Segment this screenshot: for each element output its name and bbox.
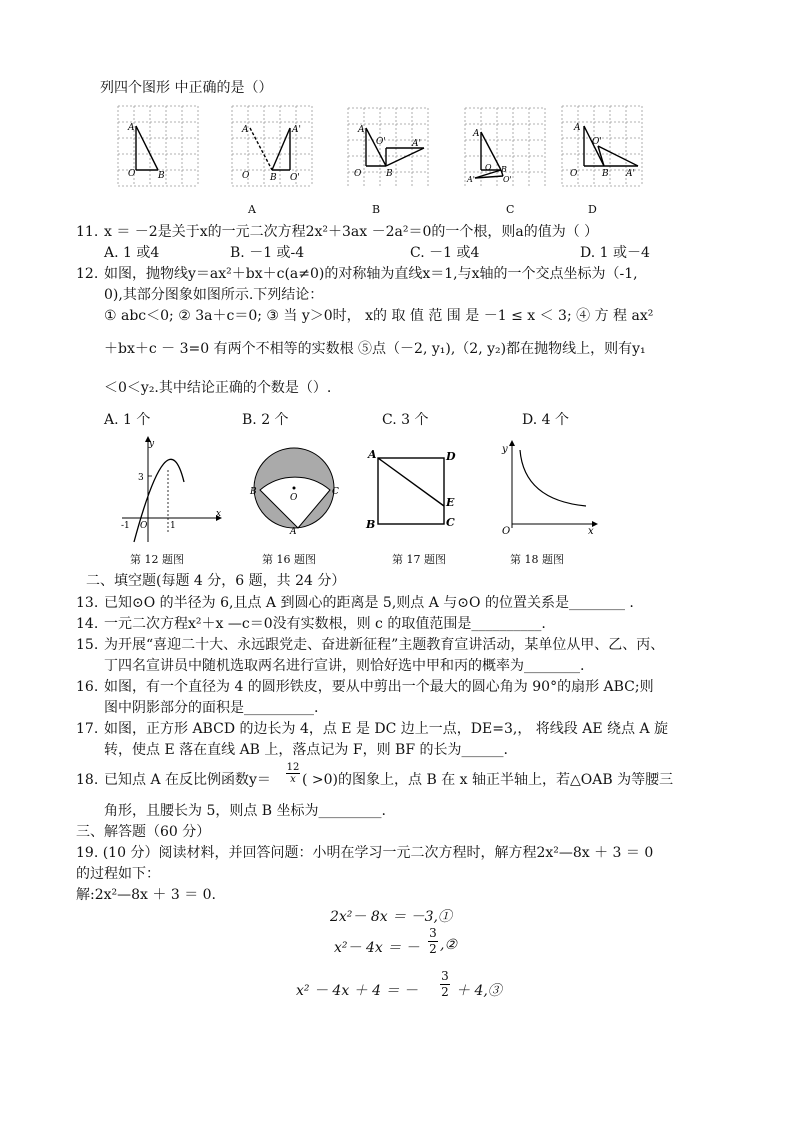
q19-step2-right: ,② [440,937,458,953]
q11-stem: x ＝ －2是关于x的一元二次方程2x²＋3ax －2a²＝0的一个根，则a的值为（ ） [104,224,599,240]
label-neg1: -1 [121,521,130,531]
label-b: B [158,171,165,181]
q19-step2-fraction [428,926,438,957]
q17-line2: 转，使点 E 落在直线 AB 上，落点记为 F，则 BF 的长为______. [104,742,508,758]
label-x: x [216,509,222,519]
label-o: O [290,493,298,503]
q11-choice-b: B. －1 或-4 [230,245,305,261]
q18-line1-end: ( >0)的图象上，点 B 在 x 轴正半轴上，若△OAB 为等腰三 [302,772,674,788]
label-a: A [128,123,135,133]
label-x: x [588,526,594,537]
figure-18-caption: 第 18 题图 [510,553,564,566]
q10-stem: 列四个图形 中正确的是（） [100,80,273,96]
label-b: B [501,165,507,174]
q19-line2: 的过程如下： [76,866,160,882]
label-y: y [149,439,155,449]
q16-line1: 如图，有一个直径为 4 的圆形铁皮，要从中剪出一个最大的圆心角为 90°的扇形 ABC;则 [104,679,654,695]
q10-grid-figure-5 [562,106,642,186]
label-a: A [242,125,249,135]
q12-line4: ＋bx＋c － 3=0 有两个不相等的实数根 ⑤点（－2, y₁),（2, y₂)都在抛物线上，则有y₁ [104,341,646,357]
q19-step2-denominator: 2 [429,942,437,956]
q14-text: 一元二次方程x²＋x —c＝0没有实数根，则 c 的取值范围是__________. [104,616,546,632]
q19-step3-denominator: 2 [441,985,449,999]
q10-grid-figure-3 [348,108,428,186]
q17-number: 17. [76,721,99,737]
figure-17-caption: 第 17 题图 [392,553,446,566]
q18-line2: 角形，且腰长为 5，则点 B 坐标为_________. [104,803,386,819]
label-b: B [386,169,393,179]
figure-16-circle-sector [246,440,346,540]
label-b: B [250,487,257,497]
label-o: O [354,169,362,179]
q12-choice-a: A. 1 个 [104,412,151,428]
q15-line1: 为开展“喜迎二十大、永远跟党走、奋进新征程”主题教育宣讲活动，某单位从甲、乙、丙、 [104,637,665,653]
q19-step3-numerator: 3 [441,969,449,983]
q12-line3: ① abc＜0; ② 3a＋c＝0; ③ 当 y＞0时， x的 取 值 范 围 是 －1 ≤ x ＜ 3; ④ 方 程 ax² [104,308,654,324]
label-b: B [270,173,277,183]
figure-12-caption: 第 12 题图 [130,553,184,566]
label-d: D [446,450,456,463]
q10-grid-figure-2 [232,106,312,186]
label-a-prime: A' [412,139,421,149]
option-d-label: D [588,203,597,216]
label-b: B [602,169,609,179]
q19-step2-numerator: 3 [429,926,437,940]
q13-text: 已知⊙O 的半径为 6,且点 A 到圆心的距离是 5,则点 A 与⊙O 的位置关系是________ . [104,595,634,611]
q19-step3-left: x² － 4x ＋ 4 ＝ － [296,983,418,999]
q18-line1-start: 已知点 A 在反比例函数y＝ [104,772,271,788]
label-c: C [332,487,339,497]
option-c-label: C [506,203,515,216]
label-o-prime: O' [376,137,386,147]
q18-fraction [286,762,300,785]
q19-step3-right: ＋ 4,③ [456,983,502,999]
q11-number: 11. [76,224,99,240]
q19-line1: 19. (10 分）阅读材料，并回答问题：小明在学习一元二次方程时，解方程2x²—8x ＋ 3 ＝ 0 [76,845,654,861]
q12-line2: 0),其部分图象如图所示.下列结论： [104,287,324,303]
q16-line2: 图中阴影部分的面积是__________. [104,700,319,716]
q12-number: 12. [76,266,99,282]
q12-choice-b: B. 2 个 [242,412,289,428]
option-a-label: A [248,203,256,216]
label-y: y [502,444,508,455]
q12-choice-c: C. 3 个 [382,412,429,428]
q18-number: 18. [76,772,99,788]
q19-step2-left: x²－ 4x ＝ － [334,940,420,956]
label-b: B [366,518,376,531]
label-o: O [140,521,148,531]
label-c: C [446,516,455,529]
label-a: A [290,527,297,537]
q16-number: 16. [76,679,99,695]
q11-choice-d: D. 1 或－4 [580,245,650,261]
label-o-prime: O' [503,175,512,184]
q12-choice-d: D. 4 个 [522,412,569,428]
label-a-prime: A' [292,125,301,135]
q12-line5: ＜0＜y₂.其中结论正确的个数是（）. [104,380,332,396]
label-o: O [485,163,492,172]
option-b-label: B [372,203,381,216]
q18-fraction-denominator: x [290,774,296,785]
label-o-prime: O' [290,173,300,183]
label-o: O [128,169,136,179]
q12-line1: 如图，抛物线y＝ax²＋bx＋c(a≠0)的对称轴为直线x＝1,与x轴的一个交点坐标为（-1, [104,266,638,282]
q19-step3-fraction [440,969,450,1000]
q18-fraction-numerator: 12 [286,762,300,773]
label-o: O [242,171,250,181]
figure-16-caption: 第 16 题图 [262,553,316,566]
label-one: 1 [170,521,176,531]
label-o: O [502,526,511,537]
label-a-prime: A' [467,175,475,184]
label-three: 3 [138,473,144,483]
label-o: O [570,169,578,179]
label-a: A [358,125,365,135]
q10-grid-figure-1 [118,106,198,186]
q11-choice-c: C. －1 或4 [410,245,480,261]
q19-step1: 2x²－ 8x ＝ －3,① [330,909,452,925]
q15-number: 15. [76,637,99,653]
q13-number: 13. [76,595,99,611]
q11-choice-a: A. 1 或4 [104,245,160,261]
q19-line3: 解:2x²—8x ＋ 3 ＝ 0. [76,887,216,903]
label-a: A [368,448,377,461]
label-e: E [446,496,455,509]
section3-title: 三、解答题（60 分） [76,824,211,840]
section2-title: 二、填空题(每题 4 分，6 题，共 24 分） [86,573,346,589]
label-a: A [473,129,480,139]
label-a: A [574,123,581,133]
q15-line2: 丁四名宣讲员中随机选取两名进行宣讲，则恰好选中甲和丙的概率为________. [104,658,585,674]
figure-17-square [366,446,462,532]
figure-12-parabola [118,436,222,546]
q17-line1: 如图，正方形 ABCD 的边长为 4，点 E 是 DC 边上一点，DE=3,， 将线段 AE 绕点 A 旋 [104,721,669,737]
label-o-prime: O' [592,137,602,147]
figure-18-hyperbola [494,438,598,537]
label-a-prime: A' [626,169,635,179]
q10-grid-figure-4 [465,108,545,186]
q14-number: 14. [76,616,99,632]
